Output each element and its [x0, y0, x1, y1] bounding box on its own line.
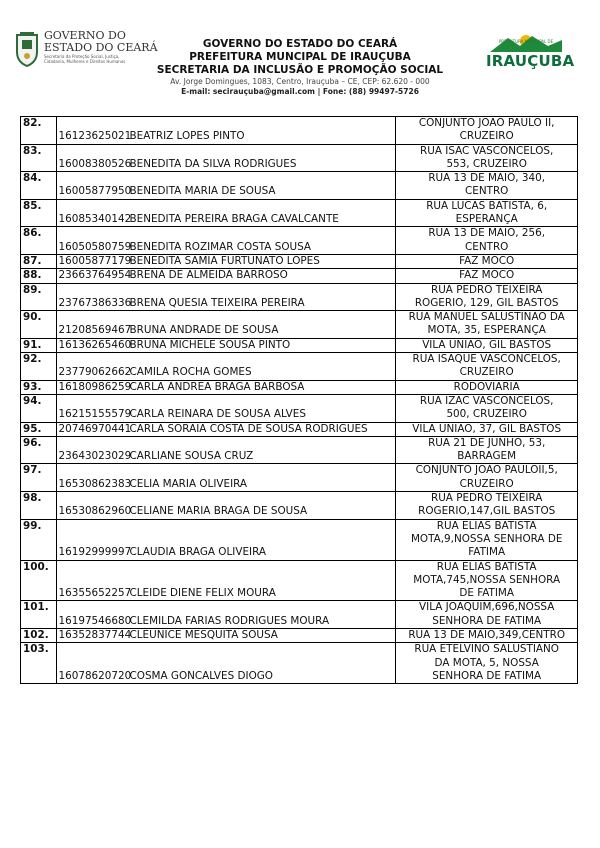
- person-name: BENEDITA ROZIMAR COSTA SOUSA: [128, 227, 396, 255]
- table-row: [21, 199, 578, 227]
- row-number: 97.: [21, 464, 57, 492]
- row-number: 85.: [21, 199, 57, 227]
- nis-number: 16355652257: [56, 560, 128, 601]
- address-line: RUA LUCAS BATISTA, 6,: [426, 199, 548, 212]
- table-row: [21, 117, 578, 145]
- person-name: CLEMILDA FARIAS RODRIGUES MOURA: [128, 601, 396, 629]
- table-row: [21, 519, 578, 560]
- address-cell: [396, 560, 578, 601]
- row-number: 89.: [21, 283, 57, 311]
- address-line: RUA ISAC VASCONCELOS,: [420, 144, 554, 157]
- person-name: BRENA DE ALMEIDA BARROSO: [128, 269, 396, 283]
- person-name: BENEDITA DA SILVA RODRIGUES: [128, 144, 396, 172]
- nis-number: 16050580759: [56, 227, 128, 255]
- row-number: 96.: [21, 436, 57, 464]
- address-line: RUA ETELVINO SALUSTIANO: [414, 643, 559, 656]
- address-cell: [396, 254, 578, 268]
- address-line: RUA ISAQUE VASCONCELOS,: [412, 353, 561, 366]
- address-line: VILA JOAQUIM,696,NOSSA: [419, 601, 555, 614]
- row-number: 92.: [21, 353, 57, 381]
- page-header: [0, 0, 600, 112]
- table-row: [21, 338, 578, 352]
- address-cell: [396, 394, 578, 422]
- ceara-government-logo: [14, 29, 158, 74]
- address-cell: [396, 519, 578, 560]
- person-name: BENEDITA MARIA DE SOUSA: [128, 172, 396, 200]
- address-cell: [396, 269, 578, 283]
- row-number: 94.: [21, 394, 57, 422]
- address-line: ROGERIO, 129, GIL BASTOS: [414, 296, 559, 309]
- address-line: CENTRO: [465, 240, 509, 253]
- address-line: RUA 13 DE MAIO, 340,: [428, 172, 546, 185]
- address-cell: [396, 353, 578, 381]
- person-name: BEATRIZ LOPES PINTO: [128, 117, 396, 145]
- address-cell: [396, 601, 578, 629]
- address-line: CONJUNTO JOAO PAULOII,5,: [415, 464, 558, 477]
- address-line: CRUZEIRO: [459, 366, 514, 379]
- table-row: [21, 227, 578, 255]
- address-line: CRUZEIRO: [459, 130, 514, 143]
- nis-number: 16192999997: [56, 519, 128, 560]
- nis-number: 16136265460: [56, 338, 128, 352]
- logo-brand-text: IRAUÇUBA: [486, 52, 575, 70]
- table-row: [21, 353, 578, 381]
- header-title-2: PREFEITURA MUNCIPAL DE IRAUÇUBA: [189, 51, 411, 63]
- row-number: 82.: [21, 117, 57, 145]
- nis-number: 16085340142: [56, 199, 128, 227]
- nis-number: 16530862960: [56, 492, 128, 520]
- nis-number: 16008380526: [56, 144, 128, 172]
- address-cell: [396, 283, 578, 311]
- table-row: [21, 492, 578, 520]
- letterhead-titles: [140, 38, 460, 97]
- table-row: [21, 628, 578, 642]
- nis-number: 16123625021: [56, 117, 128, 145]
- address-line: RUA ELIAS BATISTA: [436, 560, 537, 573]
- row-number: 98.: [21, 492, 57, 520]
- address-cell: [396, 227, 578, 255]
- nis-number: 16005877179: [56, 254, 128, 268]
- nis-number: 16078620720: [56, 643, 128, 684]
- address-line: RUA 13 DE MAIO, 256,: [428, 227, 546, 240]
- row-number: 102.: [21, 628, 57, 642]
- header-title-3: SECRETARIA DA INCLUSÃO E PROMOÇÃO SOCIAL: [156, 64, 444, 76]
- nis-number: 23643023029: [56, 436, 128, 464]
- address-line: RUA MANUEL SALUSTINAO DA: [408, 311, 565, 324]
- person-name: CARLA ANDREA BRAGA BARBOSA: [128, 380, 396, 394]
- address-line: FAZ MOCO: [459, 254, 515, 267]
- person-name: CLEUNICE MESQUITA SOUSA: [128, 628, 396, 642]
- person-name: CAMILA ROCHA GOMES: [128, 353, 396, 381]
- state-crest-icon: [14, 32, 40, 68]
- address-cell: [396, 492, 578, 520]
- address-line: FATIMA: [468, 546, 506, 559]
- address-line: RUA 21 DE JUNHO, 53,: [428, 436, 546, 449]
- address-line: RUA PEDRO TEIXEIRA: [430, 492, 543, 505]
- address-line: RODOVIARIA: [453, 380, 520, 393]
- row-number: 83.: [21, 144, 57, 172]
- address-line: MOTA,9,NOSSA SENHORA DE: [410, 532, 563, 545]
- address-line: DE FATIMA: [459, 587, 515, 600]
- header-contact: E-mail: secirauçuba@gmail.com | Fone: (88) 99497-5726: [181, 87, 419, 96]
- table-row: [21, 560, 578, 601]
- address-line: RUA IZAC VASCONCELOS,: [419, 394, 554, 407]
- address-line: 553, CRUZEIRO: [446, 157, 527, 170]
- person-name: CARLA REINARA DE SOUSA ALVES: [128, 394, 396, 422]
- address-cell: [396, 464, 578, 492]
- nis-number: 20746970441: [56, 422, 128, 436]
- address-line: CRUZEIRO: [459, 477, 514, 490]
- nis-number: 16005877950: [56, 172, 128, 200]
- address-line: BARRAGEM: [457, 450, 517, 463]
- address-cell: [396, 436, 578, 464]
- address-line: RUA PEDRO TEIXEIRA: [430, 283, 543, 296]
- address-cell: [396, 172, 578, 200]
- row-number: 91.: [21, 338, 57, 352]
- header-title-1: GOVERNO DO ESTADO DO CEARÁ: [202, 38, 398, 50]
- address-cell: [396, 643, 578, 684]
- address-line: SENHORA DE FATIMA: [432, 614, 542, 627]
- table-row: [21, 311, 578, 339]
- row-number: 101.: [21, 601, 57, 629]
- address-cell: [396, 117, 578, 145]
- person-name: CELIANE MARIA BRAGA DE SOUSA: [128, 492, 396, 520]
- address-line: MOTA, 35, ESPERANÇA: [427, 324, 546, 337]
- logo-line-2: ESTADO DO CEARÁ: [44, 41, 158, 54]
- address-line: DA MOTA, 5, NOSSA: [434, 656, 539, 669]
- address-cell: [396, 338, 578, 352]
- address-cell: [396, 199, 578, 227]
- nis-number: 16197546680: [56, 601, 128, 629]
- table-row: [21, 380, 578, 394]
- address-cell: [396, 628, 578, 642]
- address-cell: [396, 144, 578, 172]
- address-line: 500, CRUZEIRO: [446, 408, 527, 421]
- address-line: VILA UNIAO, GIL BASTOS: [422, 338, 552, 351]
- table-row: [21, 283, 578, 311]
- row-number: 95.: [21, 422, 57, 436]
- row-number: 100.: [21, 560, 57, 601]
- nis-number: 16180986259: [56, 380, 128, 394]
- person-name: BRUNA ANDRADE DE SOUSA: [128, 311, 396, 339]
- header-address: Av. Jorge Domingues, 1083, Centro, Irauçuba – CE, CEP: 62.620 - 000: [170, 77, 430, 86]
- person-name: BRENA QUESIA TEIXEIRA PEREIRA: [128, 283, 396, 311]
- beneficiary-table: [20, 116, 578, 684]
- row-number: 103.: [21, 643, 57, 684]
- address-line: VILA UNIAO, 37, GIL BASTOS: [412, 422, 562, 435]
- row-number: 88.: [21, 269, 57, 283]
- nis-number: 16530862383: [56, 464, 128, 492]
- address-cell: [396, 422, 578, 436]
- address-line: CENTRO: [465, 185, 509, 198]
- nis-number: 16352837744: [56, 628, 128, 642]
- person-name: CLEIDE DIENE FELIX MOURA: [128, 560, 396, 601]
- logo-line-1: GOVERNO DO: [44, 29, 126, 42]
- person-name: BENEDITA PEREIRA BRAGA CAVALCANTE: [128, 199, 396, 227]
- row-number: 86.: [21, 227, 57, 255]
- address-line: SENHORA DE FATIMA: [432, 669, 542, 682]
- address-line: RUA 13 DE MAIO,349,CENTRO: [408, 628, 566, 641]
- table-row: [21, 436, 578, 464]
- table-row: [21, 394, 578, 422]
- table-row: [21, 144, 578, 172]
- person-name: BENEDITA SAMIA FURTUNATO LOPES: [128, 254, 396, 268]
- address-line: ESPERANÇA: [455, 213, 518, 226]
- address-line: RUA ELIAS BATISTA: [436, 519, 537, 532]
- table-row: [21, 269, 578, 283]
- nis-number: 23767386336: [56, 283, 128, 311]
- nis-number: 16215155579: [56, 394, 128, 422]
- iraucuba-logo: [486, 32, 575, 76]
- person-name: CELIA MARIA OLIVEIRA: [128, 464, 396, 492]
- table-row: [21, 422, 578, 436]
- address-line: ROGERIO,147,GIL BASTOS: [418, 505, 556, 518]
- row-number: 90.: [21, 311, 57, 339]
- row-number: 99.: [21, 519, 57, 560]
- person-name: COSMA GONCALVES DIOGO: [128, 643, 396, 684]
- person-name: CARLA SORAIA COSTA DE SOUSA RODRIGUES: [128, 422, 396, 436]
- table-row: [21, 601, 578, 629]
- nis-number: 23779062662: [56, 353, 128, 381]
- person-name: CLAUDIA BRAGA OLIVEIRA: [128, 519, 396, 560]
- table-row: [21, 254, 578, 268]
- table-row: [21, 172, 578, 200]
- address-line: MOTA,745,NOSSA SENHORA: [413, 573, 561, 586]
- nis-number: 21208569467: [56, 311, 128, 339]
- person-name: BRUNA MICHELE SOUSA PINTO: [128, 338, 396, 352]
- address-line: FAZ MOCO: [459, 269, 515, 282]
- logo-top-text: PREFEITURA MUNICIPAL DE: [498, 39, 554, 44]
- address-cell: [396, 380, 578, 394]
- nis-number: 23663764954: [56, 269, 128, 283]
- row-number: 93.: [21, 380, 57, 394]
- table-row: [21, 643, 578, 684]
- row-number: 87.: [21, 254, 57, 268]
- address-cell: [396, 311, 578, 339]
- person-name: CARLIANE SOUSA CRUZ: [128, 436, 396, 464]
- table-row: [21, 464, 578, 492]
- address-line: CONJUNTO JOAO PAULO II,: [418, 117, 555, 129]
- logo-subtitle: Secretaria da Proteção Social, Justiça, Cidadania, Mulheres e Direitos Humanos: [44, 54, 126, 64]
- row-number: 84.: [21, 172, 57, 200]
